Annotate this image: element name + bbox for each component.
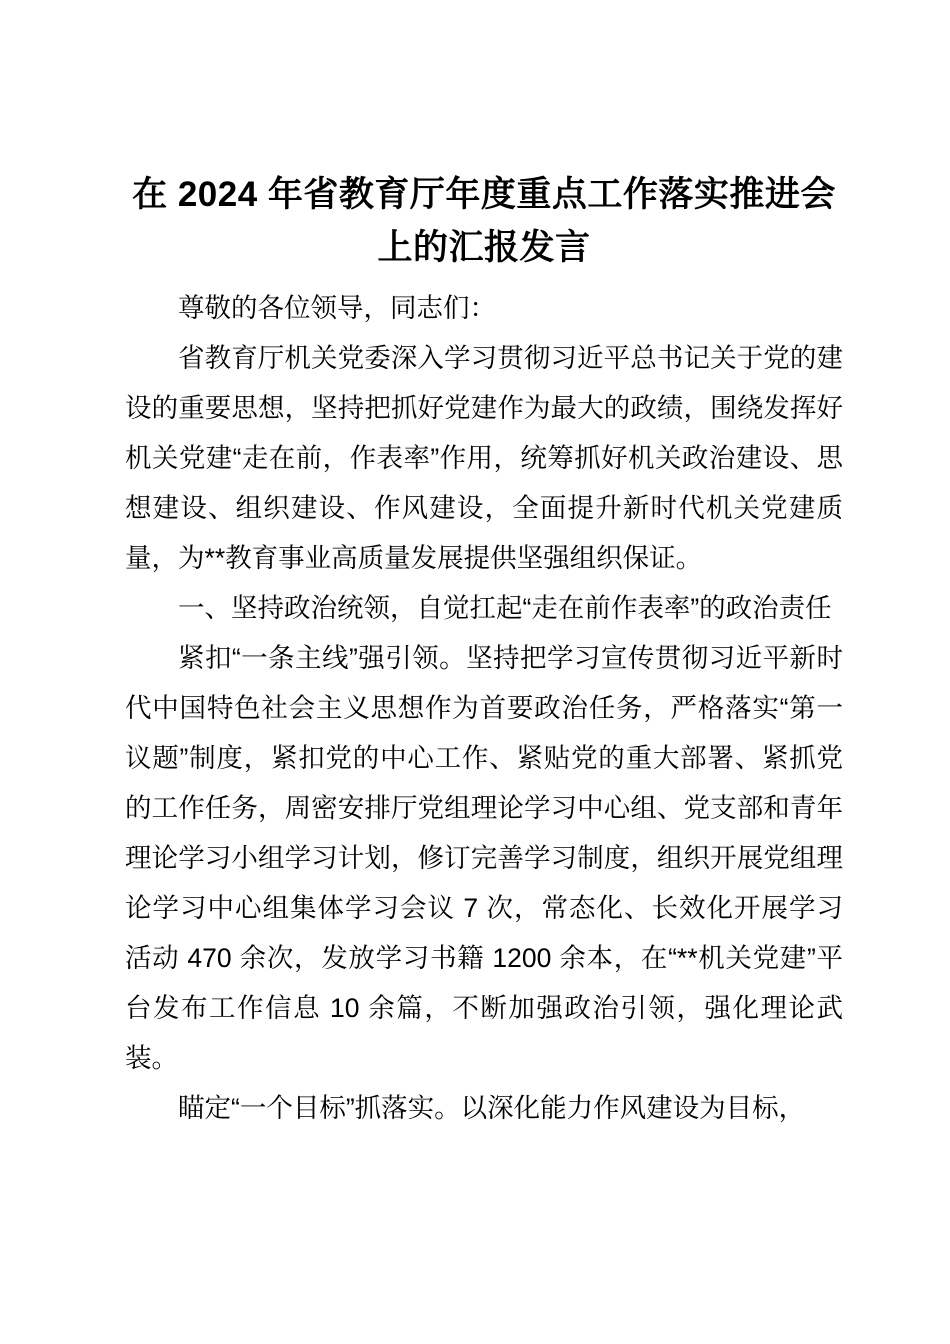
document-title: 在 2024 年省教育厅年度重点工作落实推进会上的汇报发言 [132, 175, 836, 267]
paragraph-goal: 瞄定“一个目标”抓落实。以深化能力作风建设为目标， [178, 1093, 806, 1123]
section-heading: 一、坚持政治统领，自觉扛起“走在前作表率”的政治责任 [178, 593, 832, 623]
document-body [125, 283, 843, 1133]
paragraph-main-line: 紧扣“一条主线”强引领。坚持把学习宣传贯彻习近平新时代中国特色社会主义思想作为首要政治任务，严格落实“第一议题”制度，紧扣党的中心工作、紧贴党的重大部署、紧抓党的工作任务，周密安排厅党组理论学习中心组、党支部和青年理论学习小组学习计划，修订完善学习制度，组织开展党组理论学习中心组集体学习会议 7 次，常态化、长效化开展学习活动 470 余次，发放学习书籍 1200 余本，在“**机关党建”平台发布工作信息 10 余篇，不断加强政治引领，强化理论武装。 [125, 643, 843, 1073]
salutation: 尊敬的各位领导，同志们： [178, 293, 496, 323]
paragraph-intro: 省教育厅机关党委深入学习贯彻习近平总书记关于党的建设的重要思想，坚持把抓好党建作为最大的政绩，围绕发挥好机关党建“走在前，作表率”作用，统筹抓好机关政治建设、思想建设、组织建设、作风建设，全面提升新时代机关党建质量，为**教育事业高质量发展提供坚强组织保证。 [125, 343, 843, 573]
